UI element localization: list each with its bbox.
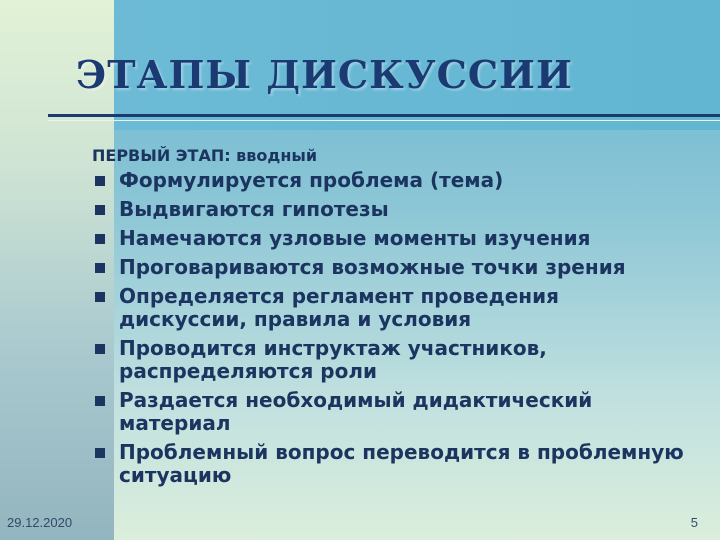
slide-title: ЭТАПЫ ДИСКУССИИ — [76, 52, 573, 97]
square-bullet-icon — [95, 448, 105, 458]
square-bullet-icon — [95, 234, 105, 244]
bullet-item — [92, 285, 692, 331]
bullet-item — [92, 169, 692, 192]
bullet-text: Формулируется проблема (тема) — [119, 168, 504, 192]
title-divider-highlight — [48, 120, 720, 121]
square-bullet-icon — [95, 205, 105, 215]
square-bullet-icon — [95, 263, 105, 273]
bullet-text: Раздается необходимый дидактический материал — [119, 388, 593, 435]
square-bullet-icon — [95, 344, 105, 354]
bullet-list — [92, 169, 692, 493]
bullet-text: Выдвигаются гипотезы — [119, 197, 389, 221]
square-bullet-icon — [95, 292, 105, 302]
bullet-text: Проблемный вопрос переводится в проблемную ситуацию — [119, 440, 684, 487]
bullet-text: Проводится инструктаж участников, распределяются роли — [119, 336, 547, 383]
bullet-item — [92, 337, 692, 383]
footer-date: 29.12.2020 — [7, 515, 73, 530]
title-divider — [48, 114, 720, 117]
bullet-item — [92, 256, 692, 279]
slide-subtitle: ПЕРВЫЙ ЭТАП: вводный — [92, 146, 318, 165]
bullet-item — [92, 198, 692, 221]
bullet-item — [92, 441, 692, 487]
bullet-text: Проговариваются возможные точки зрения — [119, 255, 626, 279]
bullet-text: Определяется регламент проведения дискуссии, правила и условия — [119, 284, 559, 331]
page-number: 5 — [690, 515, 698, 530]
bullet-text: Намечаются узловые моменты изучения — [119, 226, 591, 250]
bullet-item — [92, 227, 692, 250]
bullet-item — [92, 389, 692, 435]
square-bullet-icon — [95, 396, 105, 406]
square-bullet-icon — [95, 176, 105, 186]
